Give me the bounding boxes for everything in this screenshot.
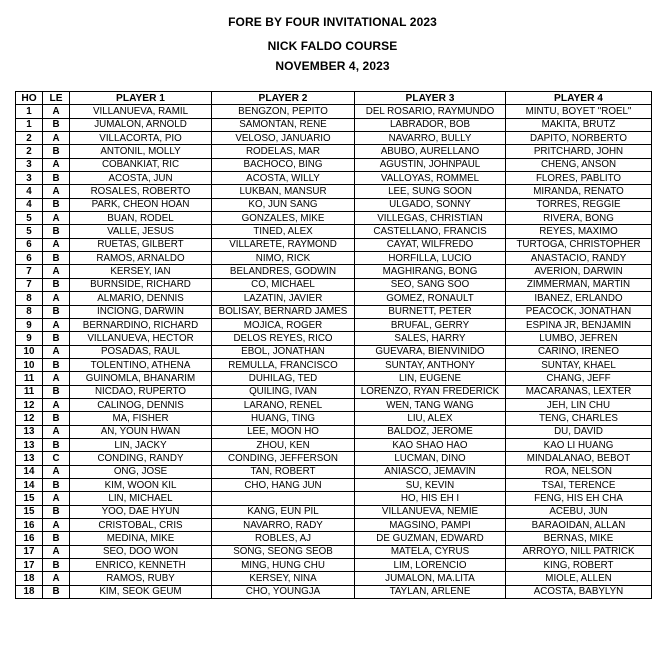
table-row	[16, 145, 652, 158]
player-1-cell: VILLANUEVA, RAMIL	[70, 105, 212, 118]
player-3-cell: VILLEGAS, CHRISTIAN	[355, 212, 506, 225]
player-2-cell: CO, MICHAEL	[212, 278, 355, 291]
hole-cell: 15	[16, 492, 43, 505]
player-1-cell: VALLE, JESUS	[70, 225, 212, 238]
hole-cell: 17	[16, 545, 43, 558]
player-3-cell: KAO SHAO HAO	[355, 438, 506, 451]
player-3-cell: SUNTAY, ANTHONY	[355, 358, 506, 371]
table-row	[16, 492, 652, 505]
player-1-cell: INCIONG, DARWIN	[70, 305, 212, 318]
table-row	[16, 305, 652, 318]
hole-cell: 17	[16, 559, 43, 572]
player-4-cell: ROA, NELSON	[506, 465, 652, 478]
player-4-cell: JEH, LIN CHU	[506, 398, 652, 411]
player-4-cell: SUNTAY, KHAEL	[506, 358, 652, 371]
letter-cell: B	[43, 225, 70, 238]
player-1-cell: KIM, SEOK GEUM	[70, 585, 212, 598]
table-row	[16, 292, 652, 305]
letter-cell: B	[43, 332, 70, 345]
hole-cell: 16	[16, 532, 43, 545]
column-header-hole: HO	[16, 92, 43, 105]
player-4-cell: ACEBU, JUN	[506, 505, 652, 518]
player-2-cell: VELOSO, JANUARIO	[212, 132, 355, 145]
player-2-cell: REMULLA, FRANCISCO	[212, 358, 355, 371]
player-1-cell: BURNSIDE, RICHARD	[70, 278, 212, 291]
player-2-cell: RODELAS, MAR	[212, 145, 355, 158]
column-header-player-4: PLAYER 4	[506, 92, 652, 105]
table-row	[16, 238, 652, 251]
hole-cell: 1	[16, 118, 43, 131]
letter-cell: A	[43, 292, 70, 305]
event-date: NOVEMBER 4, 2023	[275, 59, 390, 73]
table-row	[16, 132, 652, 145]
table-row	[16, 519, 652, 532]
letter-cell: A	[43, 492, 70, 505]
table-row	[16, 212, 652, 225]
letter-cell: B	[43, 198, 70, 211]
player-3-cell: VILLANUEVA, NEMIE	[355, 505, 506, 518]
hole-cell: 3	[16, 158, 43, 171]
player-4-cell: BARAOIDAN, ALLAN	[506, 519, 652, 532]
table-row	[16, 118, 652, 131]
table-row	[16, 412, 652, 425]
table-row	[16, 158, 652, 171]
player-2-cell: LEE, MOON HO	[212, 425, 355, 438]
table-row	[16, 385, 652, 398]
player-4-cell: PEACOCK, JONATHAN	[506, 305, 652, 318]
player-4-cell: CHENG, ANSON	[506, 158, 652, 171]
player-3-cell: VALLOYAS, ROMMEL	[355, 172, 506, 185]
hole-cell: 10	[16, 358, 43, 371]
letter-cell: C	[43, 452, 70, 465]
letter-cell: A	[43, 105, 70, 118]
player-2-cell: DUHILAG, TED	[212, 372, 355, 385]
player-2-cell: KERSEY, NINA	[212, 572, 355, 585]
table-row	[16, 198, 652, 211]
player-2-cell: KANG, EUN PIL	[212, 505, 355, 518]
letter-cell: B	[43, 252, 70, 265]
player-2-cell: DELOS REYES, RICO	[212, 332, 355, 345]
letter-cell: B	[43, 145, 70, 158]
player-3-cell: BRUFAL, GERRY	[355, 318, 506, 331]
player-2-cell: BENGZON, PEPITO	[212, 105, 355, 118]
player-2-cell: CHO, YOUNGJA	[212, 585, 355, 598]
player-3-cell: LIM, LORENCIO	[355, 559, 506, 572]
letter-cell: A	[43, 398, 70, 411]
course-name: NICK FALDO COURSE	[267, 39, 398, 53]
hole-cell: 5	[16, 225, 43, 238]
player-3-cell: LEE, SUNG SOON	[355, 185, 506, 198]
player-4-cell: TSAI, TERENCE	[506, 478, 652, 491]
player-3-cell: MAGHIRANG, BONG	[355, 265, 506, 278]
column-header-player-3: PLAYER 3	[355, 92, 506, 105]
player-2-cell: GONZALES, MIKE	[212, 212, 355, 225]
player-2-cell: NAVARRO, RADY	[212, 519, 355, 532]
hole-cell: 2	[16, 145, 43, 158]
letter-cell: B	[43, 305, 70, 318]
hole-cell: 9	[16, 332, 43, 345]
letter-cell: B	[43, 478, 70, 491]
player-4-cell: BERNAS, MIKE	[506, 532, 652, 545]
player-1-cell: ANTONIL, MOLLY	[70, 145, 212, 158]
player-2-cell: ACOSTA, WILLY	[212, 172, 355, 185]
table-row	[16, 318, 652, 331]
hole-cell: 9	[16, 318, 43, 331]
player-4-cell: LUMBO, JEFREN	[506, 332, 652, 345]
player-2-cell: SONG, SEONG SEOB	[212, 545, 355, 558]
player-4-cell: ACOSTA, BABYLYN	[506, 585, 652, 598]
hole-cell: 7	[16, 265, 43, 278]
letter-cell: A	[43, 132, 70, 145]
hole-cell: 13	[16, 438, 43, 451]
player-1-cell: GUINOMLA, BHANARIM	[70, 372, 212, 385]
player-2-cell: TINED, ALEX	[212, 225, 355, 238]
hole-cell: 4	[16, 185, 43, 198]
player-1-cell: RUETAS, GILBERT	[70, 238, 212, 251]
table-row	[16, 465, 652, 478]
player-3-cell: GUEVARA, BIENVINIDO	[355, 345, 506, 358]
letter-cell: B	[43, 385, 70, 398]
player-1-cell: ALMARIO, DENNIS	[70, 292, 212, 305]
player-1-cell: MEDINA, MIKE	[70, 532, 212, 545]
player-4-cell: MIOLE, ALLEN	[506, 572, 652, 585]
letter-cell: B	[43, 505, 70, 518]
player-3-cell: CASTELLANO, FRANCIS	[355, 225, 506, 238]
player-3-cell: CAYAT, WILFREDO	[355, 238, 506, 251]
hole-cell: 18	[16, 572, 43, 585]
player-1-cell: PARK, CHEON HOAN	[70, 198, 212, 211]
letter-cell: B	[43, 118, 70, 131]
player-2-cell: EBOL, JONATHAN	[212, 345, 355, 358]
player-4-cell: MINTU, BOYET "ROEL"	[506, 105, 652, 118]
player-3-cell: ANIASCO, JEMAVIN	[355, 465, 506, 478]
table-row	[16, 572, 652, 585]
player-1-cell: COBANKIAT, RIC	[70, 158, 212, 171]
letter-cell: A	[43, 185, 70, 198]
player-3-cell: HORFILLA, LUCIO	[355, 252, 506, 265]
table-row	[16, 372, 652, 385]
hole-cell: 8	[16, 292, 43, 305]
player-1-cell: CONDING, RANDY	[70, 452, 212, 465]
hole-cell: 1	[16, 105, 43, 118]
table-row	[16, 332, 652, 345]
table-row	[16, 559, 652, 572]
table-row	[16, 278, 652, 291]
player-2-cell: CONDING, JEFFERSON	[212, 452, 355, 465]
letter-cell: B	[43, 532, 70, 545]
letter-cell: A	[43, 238, 70, 251]
table-row	[16, 545, 652, 558]
player-1-cell: KIM, WOON KIL	[70, 478, 212, 491]
player-2-cell: LAZATIN, JAVIER	[212, 292, 355, 305]
table-row	[16, 185, 652, 198]
column-header-player-2: PLAYER 2	[212, 92, 355, 105]
player-3-cell: LUCMAN, DINO	[355, 452, 506, 465]
table-row	[16, 172, 652, 185]
hole-cell: 7	[16, 278, 43, 291]
player-3-cell: GOMEZ, RONAULT	[355, 292, 506, 305]
hole-cell: 14	[16, 465, 43, 478]
player-2-cell: TAN, ROBERT	[212, 465, 355, 478]
table-row	[16, 398, 652, 411]
player-4-cell: TURTOGA, CHRISTOPHER	[506, 238, 652, 251]
player-4-cell: DAPITO, NORBERTO	[506, 132, 652, 145]
player-3-cell: HO, HIS EH I	[355, 492, 506, 505]
pairings-table	[15, 91, 652, 599]
table-row	[16, 345, 652, 358]
player-3-cell: JUMALON, MA.LITA	[355, 572, 506, 585]
player-1-cell: BUAN, RODEL	[70, 212, 212, 225]
player-1-cell: AN, YOUN HWAN	[70, 425, 212, 438]
hole-cell: 16	[16, 519, 43, 532]
hole-cell: 11	[16, 385, 43, 398]
hole-cell: 13	[16, 425, 43, 438]
player-1-cell: POSADAS, RAUL	[70, 345, 212, 358]
player-4-cell: DU, DAVID	[506, 425, 652, 438]
player-3-cell: AGUSTIN, JOHNPAUL	[355, 158, 506, 171]
player-1-cell: RAMOS, RUBY	[70, 572, 212, 585]
player-3-cell: DEL ROSARIO, RAYMUNDO	[355, 105, 506, 118]
hole-cell: 14	[16, 478, 43, 491]
player-2-cell: BACHOCO, BING	[212, 158, 355, 171]
table-row	[16, 225, 652, 238]
player-3-cell: TAYLAN, ARLENE	[355, 585, 506, 598]
table-row	[16, 438, 652, 451]
player-4-cell: FLORES, PABLITO	[506, 172, 652, 185]
player-4-cell: CHANG, JEFF	[506, 372, 652, 385]
letter-cell: A	[43, 572, 70, 585]
letter-cell: A	[43, 545, 70, 558]
player-1-cell: ROSALES, ROBERTO	[70, 185, 212, 198]
letter-cell: A	[43, 265, 70, 278]
letter-cell: B	[43, 412, 70, 425]
letter-cell: A	[43, 345, 70, 358]
table-row	[16, 358, 652, 371]
player-1-cell: KERSEY, IAN	[70, 265, 212, 278]
letter-cell: A	[43, 519, 70, 532]
letter-cell: B	[43, 358, 70, 371]
player-4-cell: ARROYO, NILL PATRICK	[506, 545, 652, 558]
letter-cell: A	[43, 212, 70, 225]
table-row	[16, 105, 652, 118]
table-row	[16, 532, 652, 545]
hole-cell: 10	[16, 345, 43, 358]
player-3-cell: WEN, TANG WANG	[355, 398, 506, 411]
player-4-cell: ESPINA JR, BENJAMIN	[506, 318, 652, 331]
table-row	[16, 585, 652, 598]
letter-cell: B	[43, 278, 70, 291]
player-1-cell: ENRICO, KENNETH	[70, 559, 212, 572]
player-4-cell: CARIÑO, IRENEO	[506, 345, 652, 358]
player-1-cell: RAMOS, ARNALDO	[70, 252, 212, 265]
table-row	[16, 478, 652, 491]
player-1-cell: LIN, JACKY	[70, 438, 212, 451]
player-3-cell: DE GUZMAN, EDWARD	[355, 532, 506, 545]
player-4-cell: KAO LI HUANG	[506, 438, 652, 451]
player-1-cell: CALINOG, DENNIS	[70, 398, 212, 411]
player-4-cell: KING, ROBERT	[506, 559, 652, 572]
table-row	[16, 452, 652, 465]
hole-cell: 4	[16, 198, 43, 211]
player-2-cell: QUILING, IVAN	[212, 385, 355, 398]
player-2-cell: NIMO, RICK	[212, 252, 355, 265]
player-1-cell: SEO, DOO WON	[70, 545, 212, 558]
hole-cell: 12	[16, 398, 43, 411]
player-1-cell: NICDAO, RUPERTO	[70, 385, 212, 398]
letter-cell: B	[43, 585, 70, 598]
letter-cell: A	[43, 425, 70, 438]
player-2-cell: HUANG, TING	[212, 412, 355, 425]
player-4-cell: MAKITA, BRUTZ	[506, 118, 652, 131]
player-3-cell: LORENZO, RYAN FREDERICK	[355, 385, 506, 398]
player-2-cell: BELANDRES, GODWIN	[212, 265, 355, 278]
hole-cell: 18	[16, 585, 43, 598]
player-2-cell: CHO, HANG JUN	[212, 478, 355, 491]
hole-cell: 6	[16, 238, 43, 251]
hole-cell: 6	[16, 252, 43, 265]
hole-cell: 2	[16, 132, 43, 145]
player-2-cell: LUKBAN, MANSUR	[212, 185, 355, 198]
player-2-cell: MING, HUNG CHU	[212, 559, 355, 572]
player-2-cell: LARANO, RENEL	[212, 398, 355, 411]
player-2-cell	[212, 492, 355, 505]
player-3-cell: SALES, HARRY	[355, 332, 506, 345]
hole-cell: 13	[16, 452, 43, 465]
player-3-cell: BALDOZ, JEROME	[355, 425, 506, 438]
player-4-cell: PRITCHARD, JOHN	[506, 145, 652, 158]
player-4-cell: MIRANDA, RENATO	[506, 185, 652, 198]
letter-cell: B	[43, 559, 70, 572]
player-1-cell: YOO, DAE HYUN	[70, 505, 212, 518]
hole-cell: 5	[16, 212, 43, 225]
player-2-cell: ZHOU, KEN	[212, 438, 355, 451]
player-3-cell: ULGADO, SONNY	[355, 198, 506, 211]
column-header-letter: LE	[43, 92, 70, 105]
page-title: FORE BY FOUR INVITATIONAL 2023	[228, 15, 437, 29]
player-4-cell: FENG, HIS EH CHA	[506, 492, 652, 505]
player-4-cell: MINDALANAO, BEBOT	[506, 452, 652, 465]
player-2-cell: MOJICA, ROGER	[212, 318, 355, 331]
hole-cell: 8	[16, 305, 43, 318]
player-4-cell: ANASTACIO, RANDY	[506, 252, 652, 265]
player-1-cell: CRISTOBAL, CRIS	[70, 519, 212, 532]
letter-cell: A	[43, 158, 70, 171]
letter-cell: A	[43, 318, 70, 331]
player-4-cell: MACARANAS, LEXTER	[506, 385, 652, 398]
table-row	[16, 252, 652, 265]
player-4-cell: REYES, MAXIMO	[506, 225, 652, 238]
player-3-cell: NAVARRO, BULLY	[355, 132, 506, 145]
player-3-cell: LIU, ALEX	[355, 412, 506, 425]
hole-cell: 3	[16, 172, 43, 185]
player-4-cell: AVERION, DARWIN	[506, 265, 652, 278]
letter-cell: B	[43, 438, 70, 451]
player-1-cell: MA, FISHER	[70, 412, 212, 425]
player-2-cell: ROBLES, AJ	[212, 532, 355, 545]
player-1-cell: VILLANUEVA, HECTOR	[70, 332, 212, 345]
player-2-cell: VILLARETE, RAYMOND	[212, 238, 355, 251]
table-header-row	[16, 92, 652, 105]
letter-cell: A	[43, 465, 70, 478]
player-3-cell: BURNETT, PETER	[355, 305, 506, 318]
player-2-cell: SAMONTAN, RENE	[212, 118, 355, 131]
player-3-cell: LABRADOR, BOB	[355, 118, 506, 131]
player-3-cell: SEO, SANG SOO	[355, 278, 506, 291]
player-3-cell: LIN, EUGENE	[355, 372, 506, 385]
player-1-cell: ONG, JOSE	[70, 465, 212, 478]
player-1-cell: TOLENTINO, ATHENA	[70, 358, 212, 371]
player-4-cell: TENG, CHARLES	[506, 412, 652, 425]
player-3-cell: MATELA, CYRUS	[355, 545, 506, 558]
player-1-cell: BERNARDINO, RICHARD	[70, 318, 212, 331]
hole-cell: 15	[16, 505, 43, 518]
table-row	[16, 425, 652, 438]
player-3-cell: SU, KEVIN	[355, 478, 506, 491]
hole-cell: 12	[16, 412, 43, 425]
letter-cell: A	[43, 372, 70, 385]
table-body	[16, 105, 652, 599]
hole-cell: 11	[16, 372, 43, 385]
player-1-cell: ACOSTA, JUN	[70, 172, 212, 185]
player-4-cell: TORRES, REGGIE	[506, 198, 652, 211]
player-4-cell: ZIMMERMAN, MARTIN	[506, 278, 652, 291]
column-header-player-1: PLAYER 1	[70, 92, 212, 105]
player-4-cell: RIVERA, BONG	[506, 212, 652, 225]
table-row	[16, 505, 652, 518]
letter-cell: B	[43, 172, 70, 185]
player-2-cell: KO, JUN SANG	[212, 198, 355, 211]
player-2-cell: BOLISAY, BERNARD JAMES	[212, 305, 355, 318]
player-3-cell: MAGSINO, PAMPI	[355, 519, 506, 532]
player-1-cell: JUMALON, ARNOLD	[70, 118, 212, 131]
player-3-cell: ABUBO, AURELLANO	[355, 145, 506, 158]
player-4-cell: IBANEZ, ERLANDO	[506, 292, 652, 305]
player-1-cell: VILLACORTA, PIO	[70, 132, 212, 145]
table-row	[16, 265, 652, 278]
player-1-cell: LIN, MICHAEL	[70, 492, 212, 505]
